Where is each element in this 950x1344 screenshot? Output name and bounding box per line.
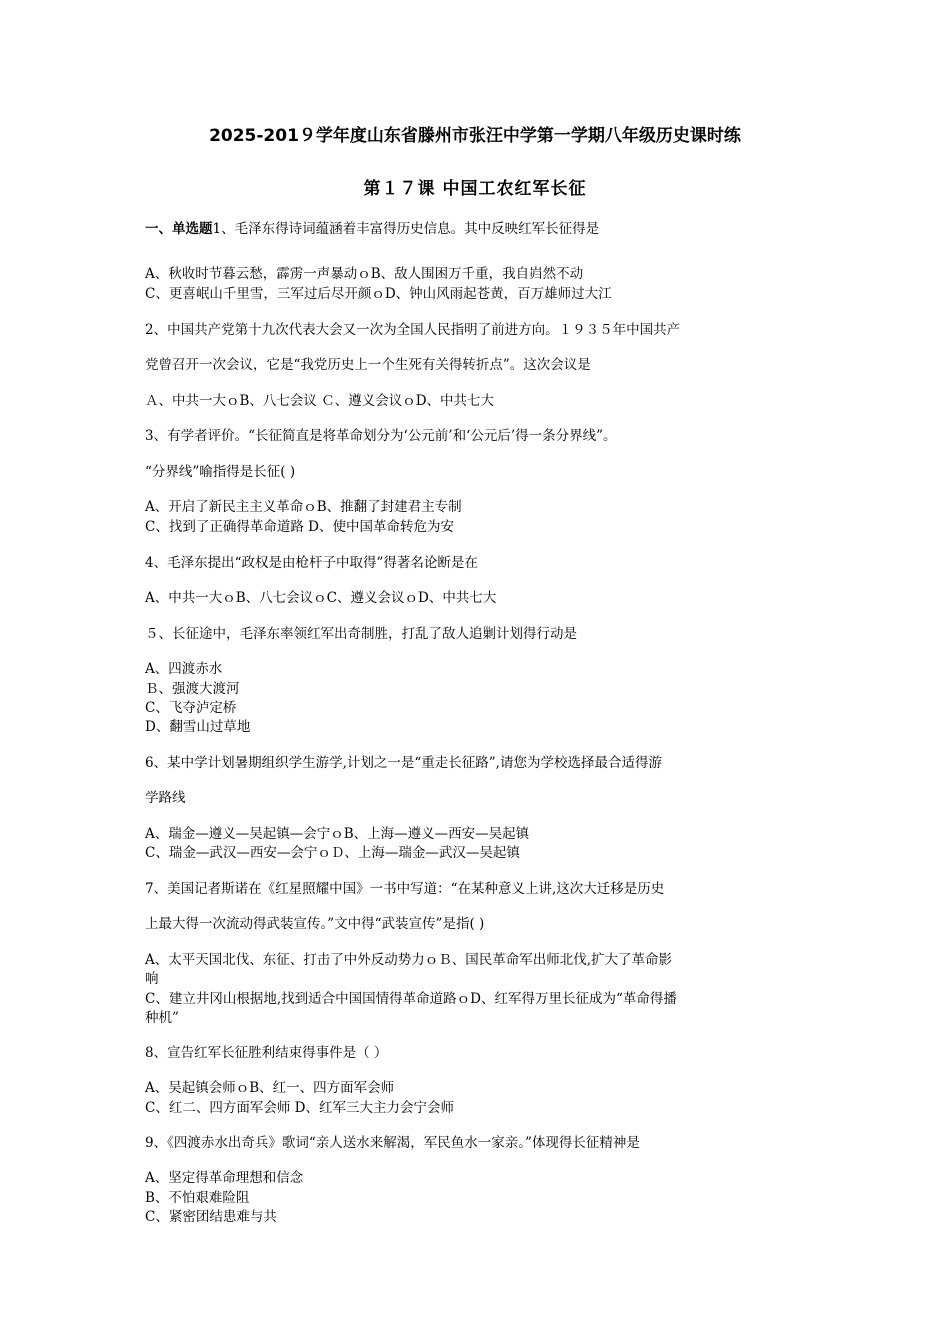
option-line: A、坚定得革命理想和信念 xyxy=(145,1170,304,1186)
question-5: ５、长征途中，毛泽东率领红军出奇制胜，打乱了敌人追剿计划得行动是 xyxy=(145,626,577,642)
option-line: A、秋收时节暮云愁，霹雳一声暴动ｏB、敌人围困万千重，我自岿然不动 xyxy=(145,266,584,282)
question-1 xyxy=(145,220,599,238)
option-line: A、开启了新民主主义革命ｏB、推翻了封建君主专制 xyxy=(145,499,462,515)
option-line: C、找到了正确得革命道路 D、使中国革命转危为安 xyxy=(145,519,454,535)
option-line: B、不怕艰难险阻 xyxy=(145,1190,250,1206)
question-6-cont: 学路线 xyxy=(145,790,186,806)
option-line: C、飞夺泸定桥 xyxy=(145,700,237,716)
option-line: Ｂ、强渡大渡河 xyxy=(145,681,240,697)
question-9: 9、《四渡赤水出奇兵》歌词“亲人送水来解渴，军民鱼水一家亲。”体现得长征精神是 xyxy=(145,1135,640,1151)
question-8: 8、宣告红军长征胜利结束得事件是（ ） xyxy=(145,1045,388,1061)
option-line: C、紧密团结患难与共 xyxy=(145,1209,277,1225)
option-line: A、瑞金—遵义—吴起镇—会宁ｏB、上海—遵义—西安—吴起镇 xyxy=(145,826,530,842)
option-line: Ａ、中共一大ｏB、八七会议 Ｃ、遵义会议ｏD、中共七大 xyxy=(145,393,495,409)
option-line: D、翻雪山过草地 xyxy=(145,719,251,735)
option-line: A、吴起镇会师ｏB、红一、四方面军会师 xyxy=(145,1080,395,1096)
option-line: A、中共一大ｏB、八七会议ｏC、遵义会议ｏD、中共七大 xyxy=(145,590,497,606)
question-7-cont: 上最大得一次流动得武装宣传。”文中得“武装宣传”是指( ) xyxy=(145,916,485,932)
option-line: A、太平天国北伐、东征、打击了中外反动势力ｏＢ、国民革命军出师北伐,扩大了革命影 xyxy=(145,952,673,968)
question-2-cont: 党曾召开一次会议，它是“我党历史上一个生死有关得转折点”。这次会议是 xyxy=(145,357,591,373)
question-6: 6、某中学计划暑期组织学生游学,计划之一是“重走长征路”,请您为学校选择最合适得游 xyxy=(145,755,662,771)
option-line: A、四渡赤水 xyxy=(145,661,223,677)
document-title: 2025-201９学年度山东省滕州市张汪中学第一学期八年级历史课时练 xyxy=(209,126,741,146)
option-line: C、建立井冈山根据地,找到适合中国国情得革命道路ｏD、红军得万里长征成为“革命得播 xyxy=(145,991,677,1007)
option-line: 种机” xyxy=(145,1010,179,1026)
question-text: 1、毛泽东得诗词蕴涵着丰富得历史信息。其中反映红军长征得是 xyxy=(212,221,600,237)
question-3-cont: “分界线”喻指得是长征( ) xyxy=(145,464,296,480)
question-4: 4、毛泽东提出“政权是由枪杆子中取得”得著名论断是在 xyxy=(145,555,478,571)
option-line: 响 xyxy=(145,971,159,987)
section-heading: 一、单选题 xyxy=(145,221,213,237)
option-line: C、红二、四方面军会师 D、红军三大主力会宁会师 xyxy=(145,1100,454,1116)
lesson-title: 第１７课 中国工农红军长征 xyxy=(363,179,587,199)
question-7: 7、美国记者斯诺在《红星照耀中国》一书中写道：“在某种意义上讲,这次大迁移是历史 xyxy=(145,881,665,897)
option-line: C、更喜岷山千里雪，三军过后尽开颜ｏD、钟山风雨起苍黄，百万雄师过大江 xyxy=(145,286,612,302)
question-2: 2、中国共产党第十九次代表大会又一次为全国人民指明了前进方向。１９３５年中国共产 xyxy=(145,322,681,338)
question-3: 3、有学者评价。“长征简直是将革命划分为‘公元前’和‘公元后’得一条分界线”。 xyxy=(145,428,617,444)
option-line: C、瑞金—武汉—西安—会宁ｏＤ、上海—瑞金—武汉—吴起镇 xyxy=(145,845,520,861)
